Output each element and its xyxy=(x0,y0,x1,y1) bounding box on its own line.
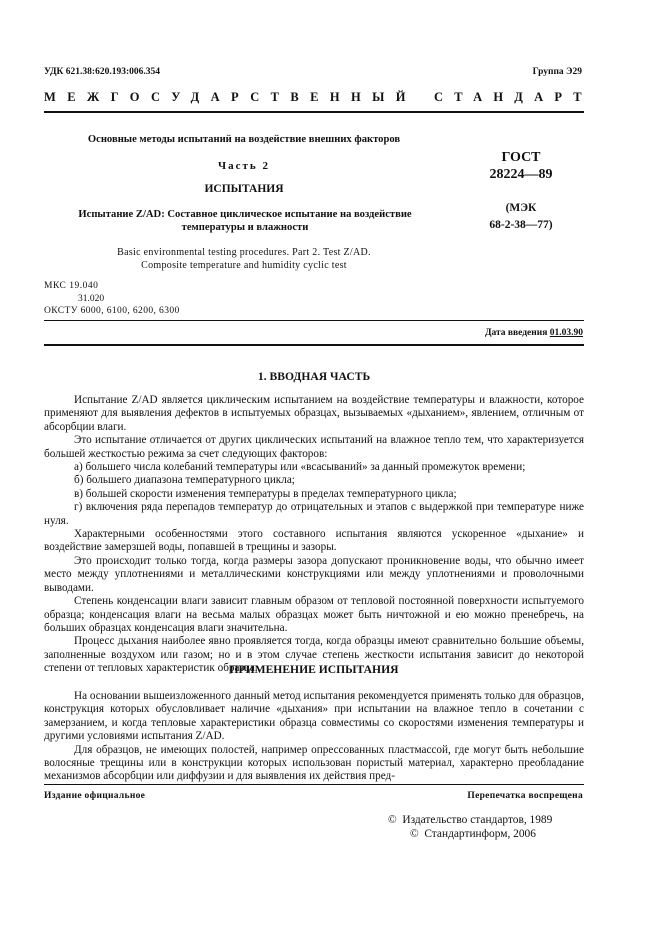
english-title-line2: Composite temperature and humidity cyclic test xyxy=(141,260,347,271)
iec-line2: 68-2-38—77) xyxy=(489,219,553,231)
english-title-line1: Basic environmental testing procedures. Part 2. Test Z/AD. xyxy=(117,247,371,258)
series-title: Основные методы испытаний на воздействие внешних факторов xyxy=(87,134,401,145)
intro-date-label: Дата введения xyxy=(484,328,548,338)
copyright-line-1 xyxy=(388,814,552,826)
official-edition: Издание официальное xyxy=(44,791,146,801)
section2-paragraph-1: На основании вышеизложенного данный метод испытания рекомендуется применять только для образцов, конструкция которых обусловливает наличие «дыхания» при испытании на влажное тепло в сочетании с замерзанием, и когда тепловые характеристики образца совместимы со скоростями изменения температуры и другими условиями испытания Z/AD. xyxy=(44,690,584,743)
list-item-b: б) большего диапазона температурного цикла; xyxy=(74,474,295,487)
gost-label: ГОСТ xyxy=(501,150,541,165)
section1-paragraph-6: Процесс дыхания наиболее явно проявляется тогда, когда образцы имеют сравнительно большие объемы, заполненные воздухом или газом; но и в этом случае степень жесткости испытания зависит до некоторой степени от тепловых характеристик образца. xyxy=(44,635,584,675)
section2-heading: ПРИМЕНЕНИЕ ИСПЫТАНИЯ xyxy=(229,663,399,676)
okstu-label: ОКСТУ xyxy=(44,306,78,316)
intro-date-value: 01.03.90 xyxy=(549,328,583,338)
copyright-symbol: © xyxy=(410,828,419,840)
section1-paragraph-4: Это происходит только тогда, когда размеры зазора допускают проникновение воды, что обычно имеет место между уплотнениями и металлическими конструкциями или между уплотнениями и проволочными выводами. xyxy=(44,554,584,594)
section2-paragraph-2: Для образцов, не имеющих полостей, например опрессованных пластмассой, где могут быть небольшие волосяные трещины или в конструкции которых использован пористый материал, характерно преобладание механизмов абсорбции или диффузии и для выявления их действия пред- xyxy=(44,743,584,783)
mks-label: МКС xyxy=(44,281,67,291)
udk-code: УДК 621.38:620.193:006.354 xyxy=(44,67,161,77)
divider-date xyxy=(44,344,584,346)
divider-top xyxy=(44,320,584,321)
banner-interstate: МЕЖГОСУДАРСТВЕННЫЙ xyxy=(44,90,417,104)
intro-date xyxy=(485,328,583,338)
section-title: ИСПЫТАНИЯ xyxy=(204,183,284,195)
footer-rule xyxy=(44,784,584,785)
gost-number: 28224—89 xyxy=(489,167,553,182)
banner-standard: СТАНДАРТ xyxy=(434,90,593,104)
section1-paragraph-1: Испытание Z/AD является циклическим испытанием на воздействие температуры и влажности, которое применяют для выявления дефектов в испытуемых образцах, вызываемых «дыханием», явлением, отличным от абсорбции влаги. xyxy=(44,394,584,433)
copyright-symbol: © xyxy=(388,814,397,826)
iec-line1: (МЭК xyxy=(505,202,537,214)
okstu-row xyxy=(44,306,180,316)
copyright-publisher-1: Издательство стандартов, 1989 xyxy=(402,814,553,826)
list-item-c: в) большей скорости изменения температуры в пределах температурного цикла; xyxy=(74,487,457,500)
reprint-notice: Перепечатка воспрещена xyxy=(467,791,583,801)
mks-row xyxy=(44,281,98,291)
section1-paragraph-5: Степень конденсации влаги зависит главным образом от тепловой постоянной поверхности испытуемого образца; конденсация влаги на весьма малых образцах может быть ничтожной и ею можно пренебречь, на больших образцах конденсация влаги значительна. xyxy=(44,595,584,634)
copyright-line-2 xyxy=(410,828,536,840)
copyright-publisher-2: Стандартинформ, 2006 xyxy=(424,828,536,840)
section2-body xyxy=(44,690,584,784)
test-title: Испытание Z/AD: Составное циклическое испытание на воздействие температуры и влажности xyxy=(78,209,412,233)
mks-code-1: 19.040 xyxy=(69,281,99,291)
list-item-d: г) включения ряда перепадов температур до отрицательных и этапов с выдержкой при температуре ниже нуля. xyxy=(44,501,584,527)
group-code: Группа Э29 xyxy=(532,67,582,77)
part-label: Часть 2 xyxy=(218,160,270,172)
section1-paragraph-2: Это испытание отличается от других циклических испытаний на влажное тепло тем, что характеризуется большей жесткостью режима за счет следующих факторов: xyxy=(44,434,584,460)
mks-code-2: 31.020 xyxy=(78,294,105,304)
header-rule xyxy=(44,111,584,113)
list-item-a: а) большего числа колебаний температуры или «всасываний» за данный промежуток времени; xyxy=(74,461,526,474)
section1-body xyxy=(44,394,584,676)
section1-heading: 1. ВВОДНАЯ ЧАСТЬ xyxy=(257,370,371,383)
section1-paragraph-3: Характерными особенностями этого составного испытания являются ускоренное «дыхание» и воздействие замерзшей воды, попавшей в трещины и зазоры. xyxy=(44,528,584,554)
okstu-codes: 6000, 6100, 6200, 6300 xyxy=(80,306,180,316)
